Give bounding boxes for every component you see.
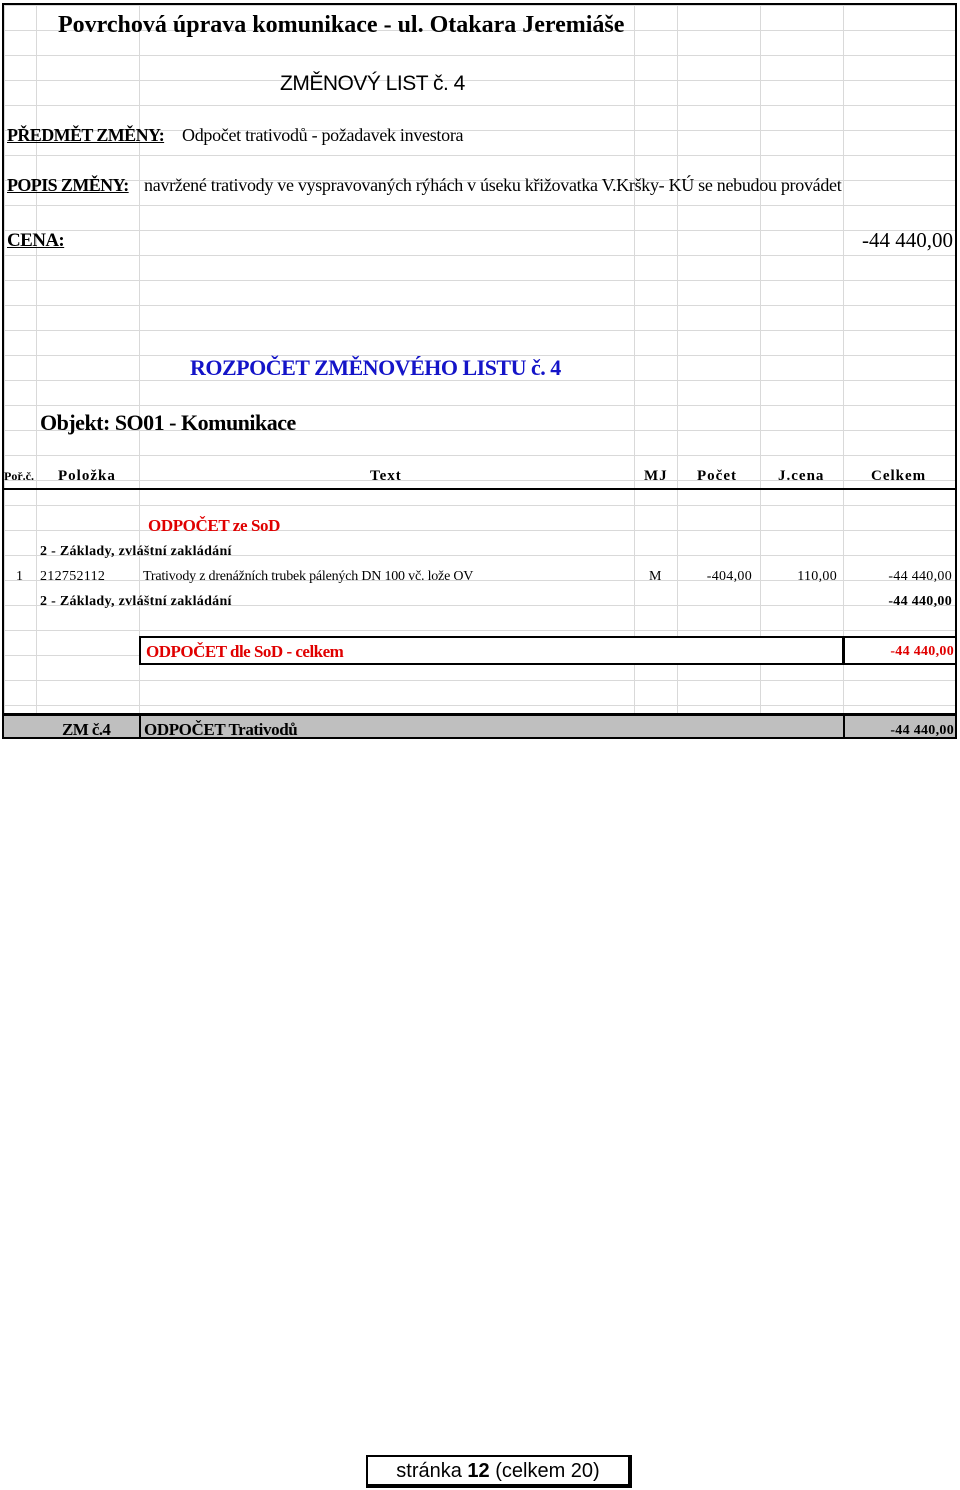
change-list-title: ZMĚNOVÝ LIST č. 4 [280, 72, 465, 95]
row-unit: M [649, 569, 662, 584]
header-rule [4, 488, 955, 490]
sod-total-value-box [843, 636, 957, 665]
sod-total-label: ODPOČET dle SoD - celkem [146, 642, 344, 661]
col-header-qty: Počet [697, 468, 737, 484]
group-total-label: 2 - Základy, zvláštní zakládání [40, 594, 232, 609]
description-label: POPIS ZMĚNY: [7, 175, 129, 195]
row-total: -44 440,00 [888, 569, 952, 584]
col-header-unit: MJ [644, 468, 668, 484]
final-label: ODPOČET Trativodů [144, 720, 298, 739]
final-code: ZM č.4 [62, 720, 111, 739]
col-header-item: Položka [58, 468, 116, 484]
group-total-value: -44 440,00 [888, 594, 952, 609]
row-no: 1 [16, 569, 24, 584]
col-header-total: Celkem [871, 468, 927, 484]
sod-total-box [139, 636, 844, 665]
row-unit-price: 110,00 [797, 569, 837, 584]
price-label: CENA: [7, 230, 65, 251]
col-header-unit-price: J.cena [778, 468, 825, 484]
col-header-text: Text [370, 468, 402, 484]
group-label: 2 - Základy, zvláštní zakládání [40, 544, 232, 559]
col-header-no: Poř.č. [4, 469, 34, 483]
footer-suffix: (celkem 20) [495, 1460, 600, 1482]
final-total: -44 440,00 [890, 723, 954, 738]
document-title: Povrchová úprava komunikace - ul. Otakara Jeremiáše [58, 12, 625, 38]
budget-title: ROZPOČET ZMĚNOVÉHO LISTU č. 4 [190, 355, 561, 380]
final-summary-bar [4, 713, 955, 739]
price-value: -44 440,00 [862, 228, 953, 252]
section-heading: ODPOČET ze SoD [148, 516, 280, 535]
page-footer [366, 1455, 632, 1488]
row-text: Trativody z drenážních trubek pálených DN 100 vč. lože OV [143, 569, 474, 584]
footer-prefix: stránka [396, 1460, 462, 1482]
subject-value: Odpočet trativodů - požadavek investora [182, 125, 464, 145]
object-title: Objekt: SO01 - Komunikace [40, 410, 296, 435]
footer-page-number: 12 [467, 1460, 490, 1482]
sod-total-value: -44 440,00 [890, 644, 954, 659]
row-qty: -404,00 [706, 569, 752, 584]
row-code: 212752112 [40, 569, 106, 584]
subject-label: PŘEDMĚT ZMĚNY: [7, 125, 165, 145]
spreadsheet-sheet [2, 3, 957, 739]
description-value: navržené trativody ve vyspravovaných rýhách v úseku křižovatka V.Kršky- KÚ se nebudou provádet [144, 175, 842, 195]
